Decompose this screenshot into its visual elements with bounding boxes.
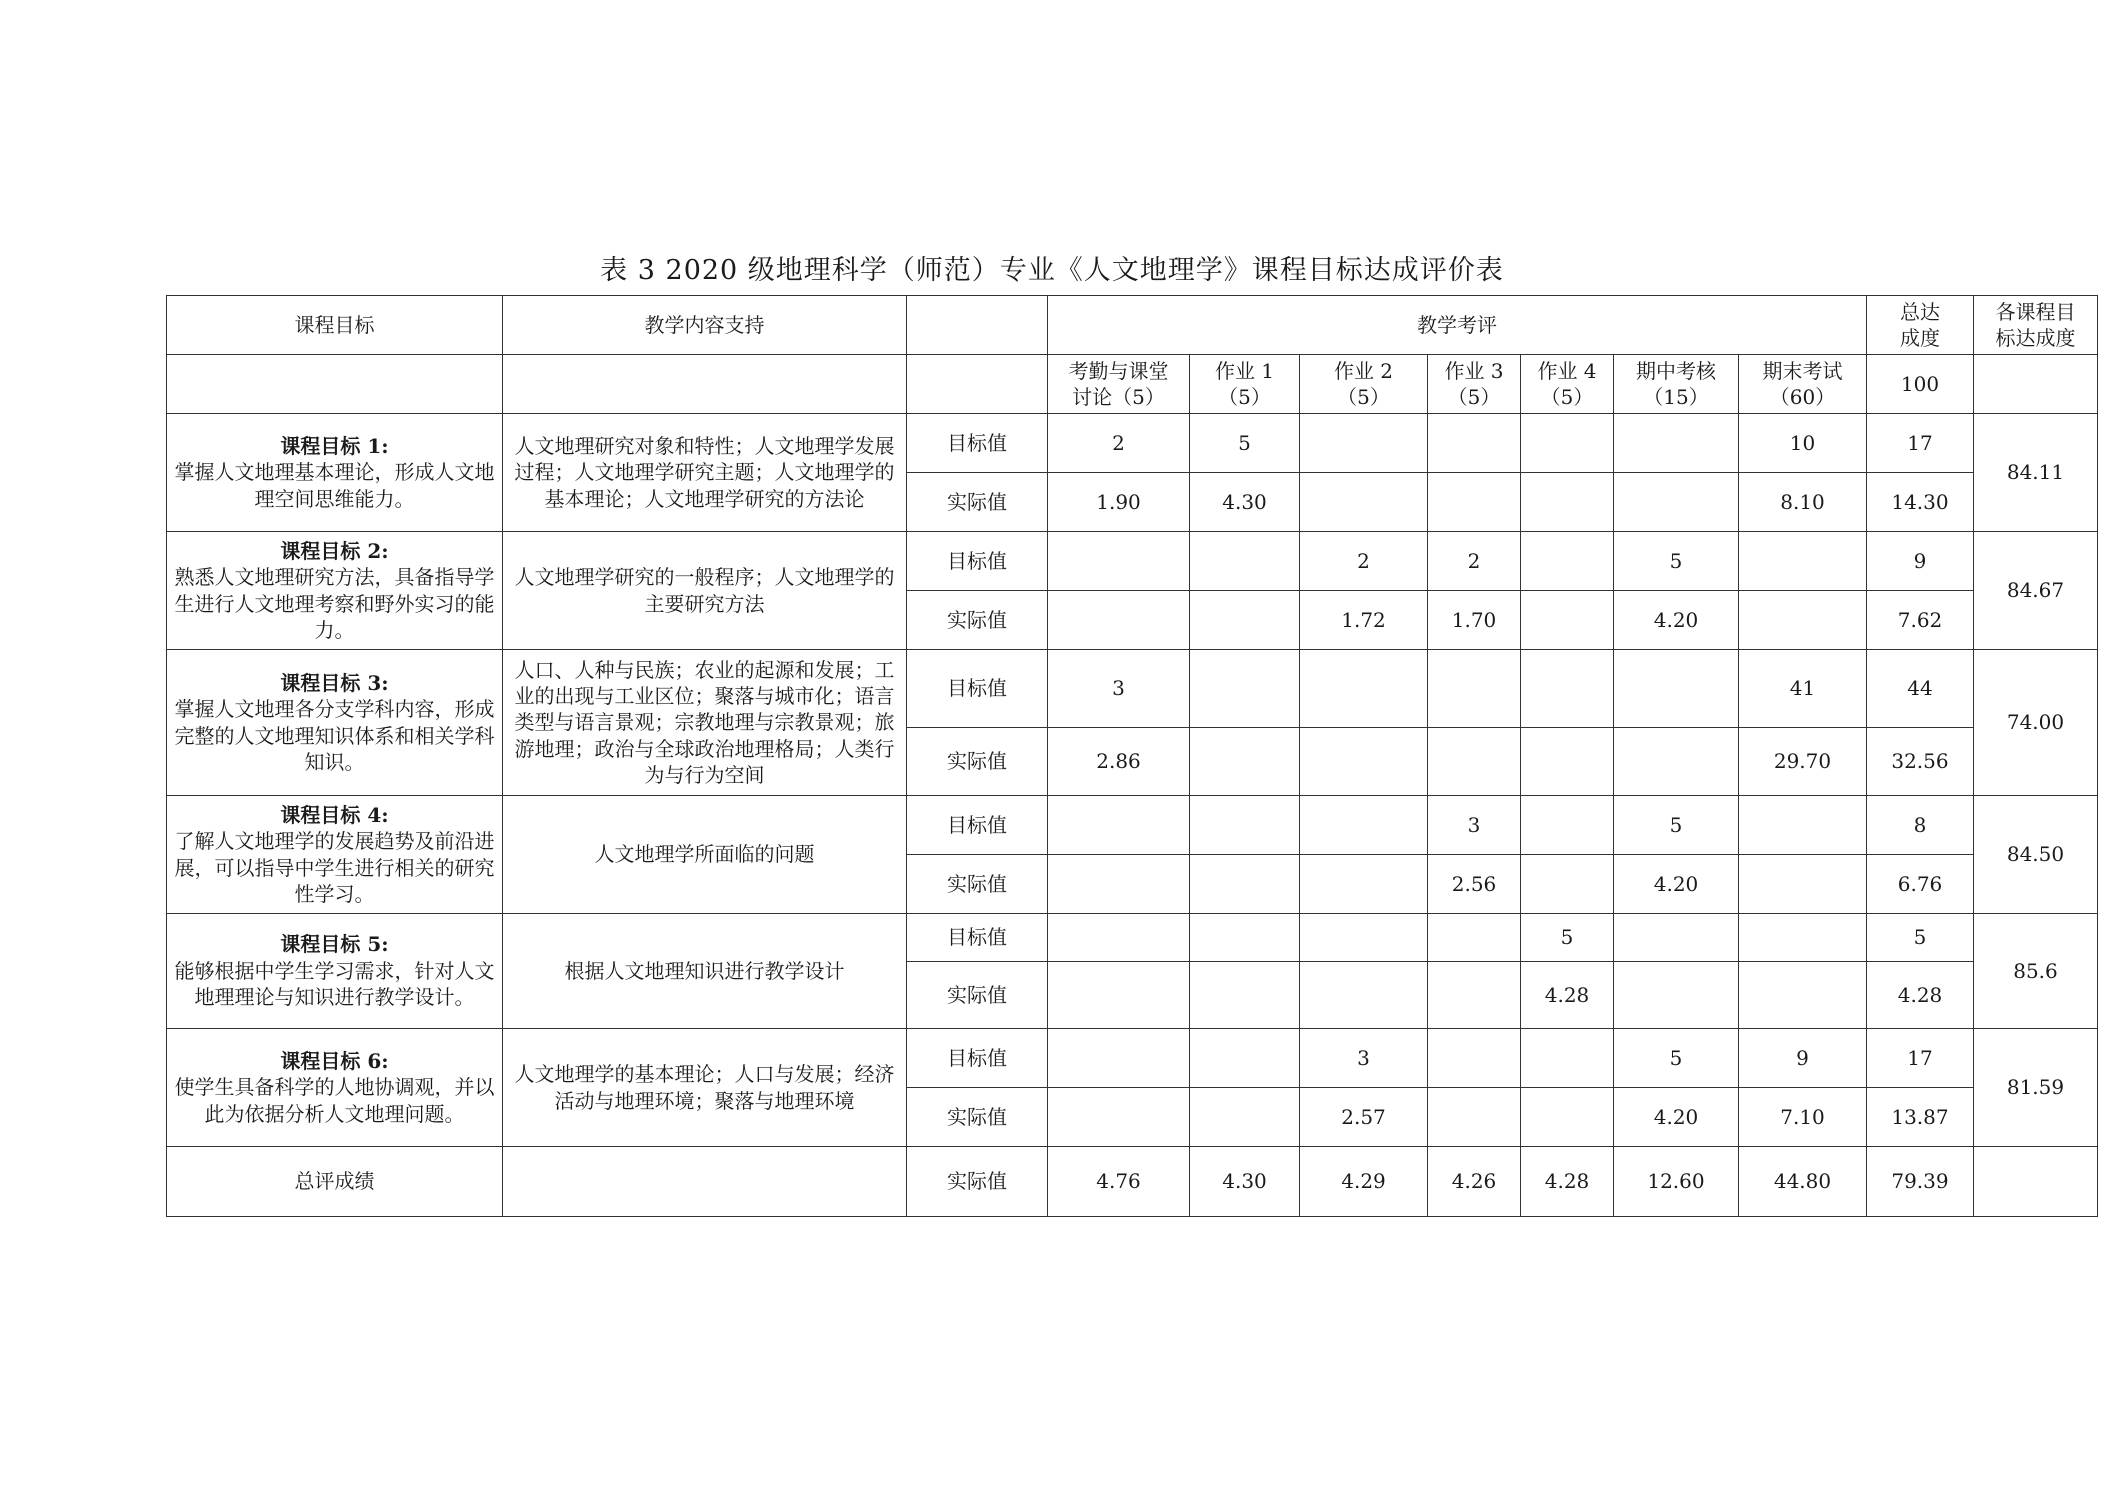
actual-label: 实际值 (907, 962, 1048, 1029)
actual-value-cell (1428, 962, 1521, 1029)
subheader-homework-2 (1300, 355, 1428, 414)
goal-header: 课程目标 (167, 296, 503, 355)
actual-value-cell (1300, 473, 1428, 532)
total-header-line1: 总达 (1900, 300, 1940, 324)
empty-subheader-cell (503, 355, 907, 414)
target-value-cell (1739, 796, 1867, 855)
target-value-cell: 3 (1048, 650, 1190, 728)
target-value-cell (1739, 914, 1867, 962)
target-value-cell (1190, 914, 1300, 962)
empty-header-cell (907, 296, 1048, 355)
goal-cell (167, 796, 503, 914)
actual-value-cell (1521, 728, 1614, 796)
target-value-cell (1521, 1029, 1614, 1088)
actual-value-cell (1521, 473, 1614, 532)
target-value-cell: 9 (1739, 1029, 1867, 1088)
goal-cell (167, 914, 503, 1029)
actual-value-cell (1739, 962, 1867, 1029)
goal-target-row (167, 1029, 2098, 1088)
empty-summary-cell (503, 1147, 907, 1217)
target-value-cell: 5 (1614, 796, 1739, 855)
target-total-cell: 8 (1867, 796, 1974, 855)
actual-value-cell: 1.90 (1048, 473, 1190, 532)
target-value-cell (1190, 796, 1300, 855)
target-value-cell (1190, 1029, 1300, 1088)
subheader-final (1739, 355, 1867, 414)
actual-value-cell (1428, 728, 1521, 796)
empty-subheader-cell (907, 355, 1048, 414)
goal-title: 课程目标 2: (280, 538, 389, 563)
goal-title: 课程目标 1: (280, 433, 389, 458)
target-value-cell: 5 (1190, 414, 1300, 473)
actual-value-cell: 1.72 (1300, 591, 1428, 650)
target-value-cell (1614, 414, 1739, 473)
actual-value-cell (1048, 855, 1190, 914)
target-value-cell (1428, 650, 1521, 728)
actual-total-cell: 32.56 (1867, 728, 1974, 796)
target-value-cell (1521, 532, 1614, 591)
actual-value-cell: 4.20 (1614, 1088, 1739, 1147)
actual-value-cell (1521, 591, 1614, 650)
actual-total-cell: 14.30 (1867, 473, 1974, 532)
content-support-cell: 人文地理学研究的一般程序；人文地理学的主要研究方法 (503, 532, 907, 650)
subheader-line1: 期中考核 (1636, 359, 1716, 383)
actual-label: 实际值 (907, 1088, 1048, 1147)
subheader-line1: 期末考试 (1762, 359, 1843, 383)
actual-value-cell: 4.28 (1521, 962, 1614, 1029)
target-value-cell: 2 (1428, 532, 1521, 591)
empty-summary-cell (1974, 1147, 2098, 1217)
total-header-line2: 成度 (1900, 326, 1940, 350)
actual-value-cell (1190, 728, 1300, 796)
target-value-cell (1521, 414, 1614, 473)
goal-title: 课程目标 5: (280, 932, 389, 957)
subheader-attendance (1048, 355, 1190, 414)
actual-value-cell (1614, 473, 1739, 532)
actual-total-cell: 13.87 (1867, 1088, 1974, 1147)
target-total-cell: 17 (1867, 414, 1974, 473)
target-value-cell: 3 (1300, 1029, 1428, 1088)
target-value-cell (1048, 914, 1190, 962)
summary-value-cell: 4.26 (1428, 1147, 1521, 1217)
subheader-homework-4 (1521, 355, 1614, 414)
goal-cell (167, 1029, 503, 1147)
target-total-cell: 44 (1867, 650, 1974, 728)
actual-value-cell (1048, 1088, 1190, 1147)
assessment-header: 教学考评 (1048, 296, 1867, 355)
empty-subheader-cell (1974, 355, 2098, 414)
target-value-cell (1739, 532, 1867, 591)
actual-label: 实际值 (907, 473, 1048, 532)
goal-cell (167, 532, 503, 650)
actual-value-cell (1614, 962, 1739, 1029)
target-value-cell (1428, 914, 1521, 962)
actual-value-cell (1428, 473, 1521, 532)
target-value-cell (1614, 650, 1739, 728)
target-value-cell (1048, 796, 1190, 855)
goal-description: 掌握人文地理基本理论，形成人文地理空间思维能力。 (174, 460, 495, 511)
target-label: 目标值 (907, 650, 1048, 728)
target-value-cell (1300, 650, 1428, 728)
evaluation-table (166, 295, 2098, 1217)
actual-value-cell: 2.57 (1300, 1088, 1428, 1147)
achievement-cell: 84.67 (1974, 532, 2098, 650)
achievement-cell: 74.00 (1974, 650, 2098, 796)
summary-value-cell: 4.76 (1048, 1147, 1190, 1217)
subheader-line1: 作业 2 (1333, 359, 1394, 383)
goal-target-row (167, 796, 2098, 855)
summary-row-label: 实际值 (907, 1147, 1048, 1217)
achievement-cell: 84.50 (1974, 796, 2098, 914)
actual-value-cell: 4.20 (1614, 591, 1739, 650)
actual-value-cell: 29.70 (1739, 728, 1867, 796)
subheader-line2: （5） (1337, 385, 1390, 409)
total-weight: 100 (1867, 355, 1974, 414)
actual-label: 实际值 (907, 728, 1048, 796)
actual-total-cell: 7.62 (1867, 591, 1974, 650)
actual-value-cell (1428, 1088, 1521, 1147)
subheader-line1: 作业 1 (1214, 359, 1275, 383)
summary-value-cell: 44.80 (1739, 1147, 1867, 1217)
target-value-cell (1428, 414, 1521, 473)
subheader-homework-3 (1428, 355, 1521, 414)
achievement-header (1974, 296, 2098, 355)
target-total-cell: 5 (1867, 914, 1974, 962)
actual-total-cell: 4.28 (1867, 962, 1974, 1029)
actual-value-cell: 7.10 (1739, 1088, 1867, 1147)
goal-title: 课程目标 3: (280, 670, 389, 695)
header-row (167, 296, 2098, 355)
actual-value-cell (1300, 855, 1428, 914)
content-support-cell: 人文地理学的基本理论；人口与发展；经济活动与地理环境；聚落与地理环境 (503, 1029, 907, 1147)
content-header: 教学内容支持 (503, 296, 907, 355)
achievement-cell: 84.11 (1974, 414, 2098, 532)
target-value-cell (1190, 650, 1300, 728)
target-value-cell (1428, 1029, 1521, 1088)
actual-value-cell (1048, 591, 1190, 650)
actual-value-cell (1190, 962, 1300, 1029)
goal-target-row (167, 414, 2098, 473)
target-value-cell (1300, 414, 1428, 473)
achievement-header-line2: 标达成度 (1995, 326, 2076, 350)
target-total-cell: 9 (1867, 532, 1974, 591)
goal-target-row (167, 914, 2098, 962)
actual-value-cell: 4.20 (1614, 855, 1739, 914)
summary-value-cell: 4.28 (1521, 1147, 1614, 1217)
goal-description: 了解人文地理学的发展趋势及前沿进展，可以指导中学生进行相关的研究性学习。 (174, 829, 495, 906)
actual-value-cell (1521, 855, 1614, 914)
summary-value-cell: 12.60 (1614, 1147, 1739, 1217)
target-label: 目标值 (907, 1029, 1048, 1088)
achievement-cell: 85.6 (1974, 914, 2098, 1029)
subheader-line2: （60） (1769, 385, 1836, 409)
subheader-line2: （5） (1540, 385, 1594, 409)
actual-value-cell (1739, 855, 1867, 914)
table-title: 表 3 2020 级地理科学（师范）专业《人文地理学》课程目标达成评价表 (600, 255, 1504, 286)
target-value-cell: 3 (1428, 796, 1521, 855)
target-value-cell: 5 (1614, 1029, 1739, 1088)
target-value-cell (1190, 532, 1300, 591)
actual-value-cell (1190, 591, 1300, 650)
actual-value-cell: 2.56 (1428, 855, 1521, 914)
target-value-cell: 2 (1048, 414, 1190, 473)
summary-value-cell: 4.30 (1190, 1147, 1300, 1217)
goal-description: 熟悉人文地理研究方法，具备指导学生进行人文地理考察和野外实习的能力。 (174, 565, 495, 642)
actual-value-cell: 2.86 (1048, 728, 1190, 796)
content-support-cell: 人文地理研究对象和特性；人文地理学发展过程；人文地理学研究主题；人文地理学的基本理论；人文地理学研究的方法论 (503, 414, 907, 532)
actual-value-cell (1300, 962, 1428, 1029)
goal-target-row (167, 650, 2098, 728)
target-value-cell (1048, 1029, 1190, 1088)
target-label: 目标值 (907, 914, 1048, 962)
achievement-header-line1: 各课程目 (1995, 300, 2076, 324)
subheader-line2: 讨论（5） (1072, 385, 1165, 409)
target-value-cell (1614, 914, 1739, 962)
target-value-cell: 5 (1614, 532, 1739, 591)
actual-value-cell (1048, 962, 1190, 1029)
achievement-cell: 81.59 (1974, 1029, 2098, 1147)
goal-description: 掌握人文地理各分支学科内容，形成完整的人文地理知识体系和相关学科知识。 (174, 697, 495, 774)
subheader-line1: 考勤与课堂 (1068, 359, 1169, 383)
table-body (167, 296, 2098, 1217)
goal-title: 课程目标 6: (280, 1048, 389, 1073)
actual-value-cell: 4.30 (1190, 473, 1300, 532)
subheader-homework-1 (1190, 355, 1300, 414)
target-value-cell (1048, 532, 1190, 591)
subheader-line2: （5） (1447, 385, 1501, 409)
actual-total-cell: 6.76 (1867, 855, 1974, 914)
target-label: 目标值 (907, 796, 1048, 855)
target-value-cell: 2 (1300, 532, 1428, 591)
summary-label: 总评成绩 (167, 1147, 503, 1217)
target-value-cell: 10 (1739, 414, 1867, 473)
subheader-midterm (1614, 355, 1739, 414)
goal-title: 课程目标 4: (280, 802, 389, 827)
content-support-cell: 人文地理学所面临的问题 (503, 796, 907, 914)
subheader-row (167, 355, 2098, 414)
goal-description: 能够根据中学生学习需求，针对人文地理理论与知识进行教学设计。 (174, 958, 495, 1010)
actual-value-cell (1190, 855, 1300, 914)
target-value-cell (1521, 796, 1614, 855)
empty-subheader-cell (167, 355, 503, 414)
target-value-cell: 41 (1739, 650, 1867, 728)
target-value-cell (1300, 914, 1428, 962)
target-label: 目标值 (907, 532, 1048, 591)
subheader-line1: 作业 3 (1444, 359, 1504, 383)
total-header (1867, 296, 1974, 355)
content-support-cell: 根据人文地理知识进行教学设计 (503, 914, 907, 1029)
actual-value-cell (1300, 728, 1428, 796)
target-value-cell: 5 (1521, 914, 1614, 962)
subheader-line1: 作业 4 (1537, 359, 1597, 383)
actual-value-cell (1614, 728, 1739, 796)
actual-label: 实际值 (907, 855, 1048, 914)
subheader-line2: （15） (1643, 385, 1709, 409)
goal-description: 使学生具备科学的人地协调观，并以此为依据分析人文地理问题。 (174, 1075, 495, 1126)
summary-total-cell: 79.39 (1867, 1147, 1974, 1217)
actual-value-cell: 1.70 (1428, 591, 1521, 650)
actual-label: 实际值 (907, 591, 1048, 650)
actual-value-cell (1521, 1088, 1614, 1147)
summary-row (167, 1147, 2098, 1217)
subheader-line2: （5） (1218, 385, 1271, 409)
actual-value-cell: 8.10 (1739, 473, 1867, 532)
target-value-cell (1521, 650, 1614, 728)
target-label: 目标值 (907, 414, 1048, 473)
target-value-cell (1300, 796, 1428, 855)
actual-value-cell (1190, 1088, 1300, 1147)
summary-value-cell: 4.29 (1300, 1147, 1428, 1217)
goal-target-row (167, 532, 2098, 591)
goal-cell (167, 414, 503, 532)
target-total-cell: 17 (1867, 1029, 1974, 1088)
goal-cell (167, 650, 503, 796)
actual-value-cell (1739, 591, 1867, 650)
content-support-cell: 人口、人种与民族；农业的起源和发展；工业的出现与工业区位；聚落与城市化；语言类型与语言景观；宗教地理与宗教景观；旅游地理；政治与全球政治地理格局；人类行为与行为空间 (503, 650, 907, 796)
